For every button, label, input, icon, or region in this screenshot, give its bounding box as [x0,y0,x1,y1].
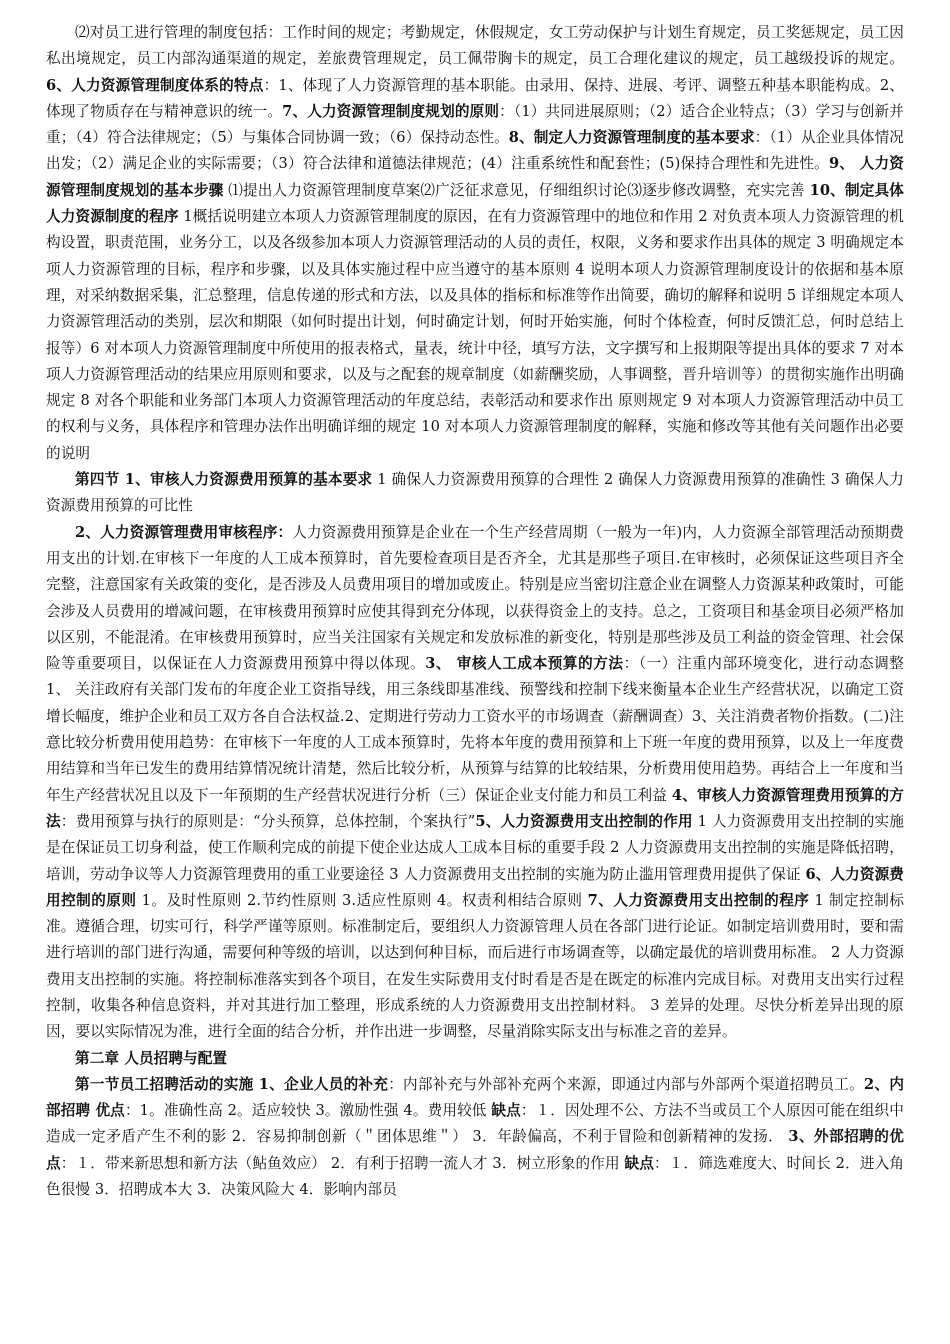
bold-heading-text: 2、人力资源管理费用审核程序： [75,523,293,541]
bold-heading-text: 9、 人力资源管理制度规划的基本步骤 [46,155,904,199]
bold-heading-text: 第一节员工招聘活动的实施 1、企业人员的补充 [75,1075,389,1093]
body-text: ：１．筛选难度大、时间长 2．进入角色很慢 3．招聘成本大 3．决策风险大 4．影响内部员 [46,1154,905,1199]
body-text: 1 人力资源费用支出控制的实施是在保证员工切身利益，使工作顺利完成的前提下使企业达成人工成本目标的重要手段 2 人力资源费用支出控制的实施是降低招聘，培训，劳动争议等人力资源管理费用的重工业要途径 3 人力资源费用支出控制的实施为防止滥用管理费用提供了保证 [46,812,905,883]
bold-heading-text: 3、 审核人工成本预算的方法 [425,655,624,673]
bold-heading-text: 4、审核人力资源管理费用预算的方法 [46,786,904,830]
body-text: ：（1）从企业具体情况出发；（2）满足企业的实际需要；（3）符合法律和道德法律规范；(4）注重系统性和配套性；(5)保持合理性和先进性。 [46,129,904,173]
body-text: 1 制定控制标准。遵循合理，切实可行，科学严谨等原则。标准制定后，要组织人力资源管理人员在各部门进行论证。如制定培训费用时，要和需进行培训的部门进行沟通，需要何种等级的培训，以达到何种目标，而后进行市场调查等，以确定最优的培训费用标准。 2 人力资源费用支出控制的实施。将控制标准落实到各个项目，在发生实际费用支付时看是否是在既定的标准内完成目标。对费用支出实行过程控制，收集各种信息资料，并对其进行加工整理，形成系统的人力资源费用支出控制材料。 3 差异的处理。尽快分析差异出现的原因，要以实际情况为准，进行全面的结合分析，并作出进一步调整，尽量消除实际支出与标准之音的差异。 [46,891,905,1041]
body-text: ：（1）共同进展原则；（2）适合企业特点；（3）学习与创新并重；（4）符合法律规定；（5）与集体合同协调一致；（6）保持动态性。 [46,102,904,147]
body-text: ⑵对员工进行管理的制度包括：工作时间的规定；考勤规定，休假规定，女工劳动保护与计划生育规定，员工奖惩规定，员工因私出境规定，员工内部沟通渠道的规定，差旅费管理规定，员工佩带胸卡的规定，员工合理化建议的规定，员工越级投诉的规定。 [46,24,904,68]
bold-heading-text: 10、制定具体人力资源制度的程序 [46,181,904,226]
paragraph [46,467,904,520]
bold-heading-text: 第二章 人员招聘与配置 [75,1049,228,1067]
body-text: 1。及时性原则 2.节约性原则 3.适应性原则 4。权责利相结合原则 [136,891,588,909]
body-text: ：1、体现了人力资源管理的基本职能。由录用、保持、进展、考评、调整五种基本职能构成。2、体现了物质存在与精神意识的统一。 [46,76,905,120]
body-text: 1概括说明建立本项人力资源管理制度的原因，在有力资源管理中的地位和作用 2 对负责本项人力资源管理的机构设置，职责范围，业务分工，以及各级参加本项人力资源管理活动的人员的责任，权限，义务和要求作出具体的规定 3 明确规定本项人力资源管理的目标，程序和步骤，以及具体实施过程中应当遵守的基本原则 4 说明本项人力资源管理制度设计的依据和基本原理，对采纳数据采集，汇总整理，信息传递的形式和方法，以及具体的指标和标准等作出简要，确切的解释和说明 5 详细规定本项人力资源管理活动的类别，层次和期限（如何时提出计划，何时确定计划，何时开始实施，何时个体检查，何时反馈汇总，何时总结上报等）6 对本项人力资源管理制度中所使用的报表格式，量表，统计中径，填写方法，文字撰写和上报期限等提出具体的要求 7 对本项人力资源管理活动的结果应用原则和要求，以及与之配套的规章制度（如薪酬奖励，人事调整，晋升培训等）的贯彻实施作出明确规定 8 对各个职能和业务部门本项人力资源管理活动的年度总结，表彰活动和要求作出 原则规定 9 对本项人力资源管理活动中员工的权利与义务，具体程序和管理办法作出明确详细的规定 10 对本项人力资源管理制度的解释，实施和修改等其他有关问题作出必要的说明 [46,208,904,462]
body-text: 1 确保人力资源费用预算的合理性 2 确保人力资源费用预算的准确性 3 确保人力资源费用预算的可比性 [46,471,905,515]
bold-heading-text: 8、制定人力资源管理制度的基本要求 [508,129,755,147]
bold-heading-text: 6、人力资源管理制度体系的特点 [46,76,264,94]
bold-heading-text: 3、外部招聘的优点 [46,1128,904,1172]
body-text: ：（一）注重内部环境变化，进行动态调整 1、 关注政府有关部门发布的年度企业工资指导线，用三条线即基准线、预警线和控制下线来衡量本企业生产经营状况，以确定工资增长幅度，维护企业和员工双方各自合法权益.2、定期进行劳动力工资水平的市场调查（薪酬调查）3、关注消费者物价指数。(二)注意比较分析费用使用趋势：在审核下一年度的人工成本预算时，先将本年度的费用预算和上下班一年度的费用预算，以及上一年度费用结算和当年已发生的费用结算情况统计清楚，然后比较分析，从预算与结算的比较结果，分析费用使用趋势。再结合上一年度和当年生产经营状况且以及下一年预期的生产经营状况进行分析（三）保证企业支付能力和员工利益 [46,655,904,804]
paragraph [46,20,904,467]
paragraph [46,1072,904,1203]
body-text: ：１．因处理不公、方法不当或员工个人原因可能在组织中造成一定矛盾产生不利的影 2．容易抑制创新（＂团体思维＂） 3．年龄偏高，不利于冒险和创新精神的发扬． [46,1102,904,1146]
bold-heading-text: 2、内部招聘 优点 [46,1075,905,1120]
bold-heading-text: 7、人力资源费用支出控制的程序 [587,891,810,909]
bold-heading-text: 第四节 1、审核人力资源费用预算的基本要求 [75,471,373,489]
bold-heading-text: 缺点 [491,1102,521,1120]
document-page [46,20,904,1203]
body-text: 人力资源费用预算是企业在一个生产经营周期（一般为一年)内，人力资源全部管理活动预期费用支出的计划.在审核下一年度的人工成本预算时，首先要检查项目是否齐全，尤其是那些子项目.在审核时，必须保证这些项目齐全完整，注意国家有关政策的变化，是否涉及人员费用项目的增加或废止。特别是应当密切注意企业在调整人力资源某种政策时，可能会涉及人员费用的增减问题，在审核费用预算时应使其得到充分体现，以获得资金上的支持。总之，工资项目和基金项目必须严格加以区别，不能混淆。在审核费用预算时，应当关注国家有关规定和发放标准的新变化，特别是那些涉及员工利益的资金管理、社会保险等重要项目，以保证在人力资源费用预算中得以体现。 [46,523,904,673]
body-text: ：内部补充与外部补充两个来源，即通过内部与外部两个渠道招聘员工。 [388,1075,865,1093]
bold-heading-text: 缺点 [624,1154,655,1172]
bold-heading-text: 5、人力资源费用支出控制的作用 [475,812,693,830]
body-text: ⑴提出人力资源管理制度草案⑵广泛征求意见，仔细组织讨论⑶逐步修改调整，充实完善 [223,181,810,199]
paragraph [46,520,904,1046]
body-text: ：１．带来新思想和新方法（鲇鱼效应） 2．有利于招聘一流人才 3．树立形象的作用 [60,1154,625,1172]
body-text: ：1。准确性高 2。适应较快 3。激励性强 4。费用较低 [124,1102,492,1120]
paragraph [46,1046,904,1072]
body-text: ：费用预算与执行的原则是：“分头预算，总体控制，个案执行” [60,812,476,830]
bold-heading-text: 6、人力资源费用控制的原则 [46,865,905,909]
bold-heading-text: 7、人力资源管理制度规划的原则 [282,102,500,120]
